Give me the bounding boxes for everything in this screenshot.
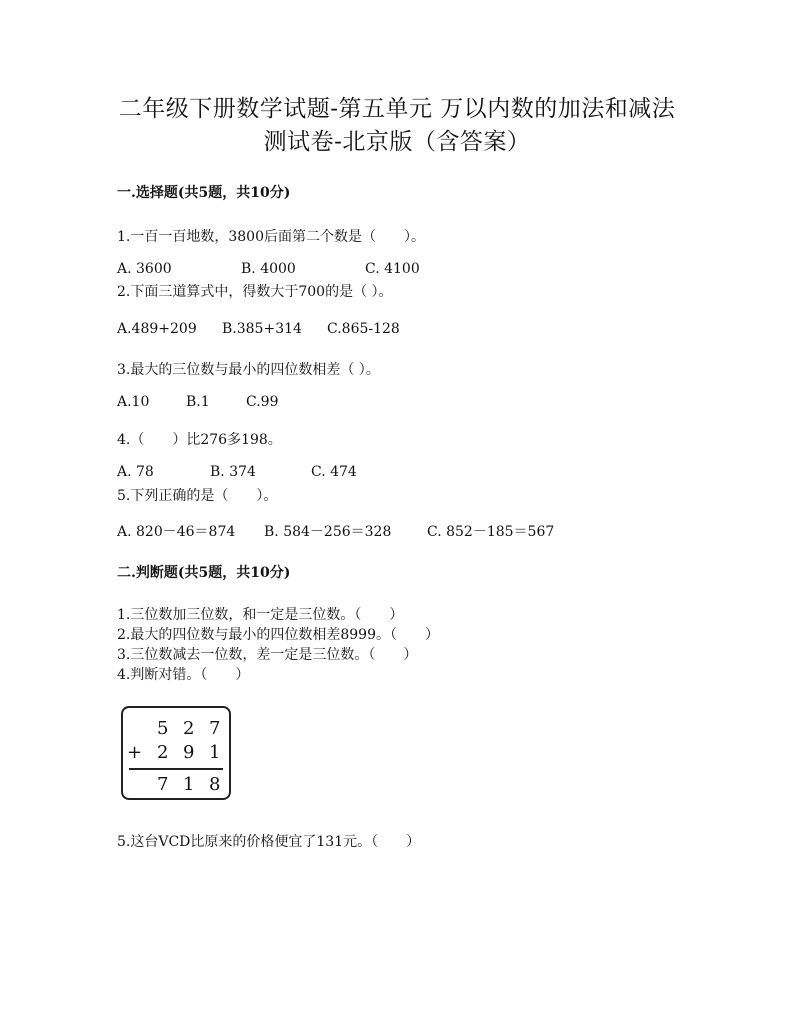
judgement-question-4: 4.判断对错。（ ） [117,667,250,683]
calc-result-tens: 1 [183,774,195,795]
calc-row1-ones: 7 [209,718,221,739]
page-title-line-2: 测试卷-北京版（含答案） [263,129,531,155]
vertical-addition-figure [121,706,231,800]
calc-row2-tens: 9 [183,742,195,763]
calc-result-ones: 8 [209,774,221,795]
page-title-line-1: 二年级下册数学试题-第五单元 万以内数的加法和减法 [118,96,676,122]
q4-option-a: A. 78 [117,464,154,480]
q3-option-b: B.1 [186,394,210,410]
calc-plus-sign: + [127,742,143,763]
section-heading-judgement: 二.判断题(共5题，共10分) [117,565,291,581]
calc-row2-hundreds: 2 [157,742,169,763]
calc-result-hundreds: 7 [157,774,169,795]
calc-row2-ones: 1 [209,742,221,763]
q5-option-a: A. 820－46＝874 [117,524,236,540]
q4-option-c: C. 474 [311,464,357,480]
calc-divider-line [129,768,223,770]
q2-option-a: A.489+209 [117,321,197,337]
section-heading-choice: 一.选择题(共5题，共10分) [117,185,291,201]
q1-option-c: C. 4100 [365,261,420,277]
judgement-question-5: 5.这台VCD比原来的价格便宜了131元。（ ） [117,834,421,850]
calc-row1-tens: 2 [183,718,195,739]
q1-option-a: A. 3600 [117,261,172,277]
q1-option-b: B. 4000 [241,261,296,277]
q4-option-b: B. 374 [210,464,256,480]
q3-option-a: A.10 [117,394,150,410]
choice-question-2: 2.下面三道算式中，得数大于700的是（ ）。 [117,284,393,300]
choice-question-5: 5.下列正确的是（ ）。 [117,488,278,504]
q2-option-b: B.385+314 [222,321,302,337]
choice-question-3: 3.最大的三位数与最小的四位数相差（ ）。 [117,362,380,378]
judgement-question-1: 1.三位数加三位数，和一定是三位数。（ ） [117,607,404,623]
q3-option-c: C.99 [246,394,279,410]
choice-question-4: 4.（ ）比276多198。 [117,432,282,448]
judgement-question-2: 2.最大的四位数与最小的四位数相差8999。（ ） [117,627,439,643]
q5-option-c: C. 852－185＝567 [427,524,555,540]
calc-row1-hundreds: 5 [157,718,169,739]
q5-option-b: B. 584－256＝328 [264,524,392,540]
q2-option-c: C.865-128 [327,321,400,337]
choice-question-1: 1.一百一百地数，3800后面第二个数是（ ）。 [117,229,425,245]
judgement-question-3: 3.三位数减去一位数，差一定是三位数。（ ） [117,647,418,663]
